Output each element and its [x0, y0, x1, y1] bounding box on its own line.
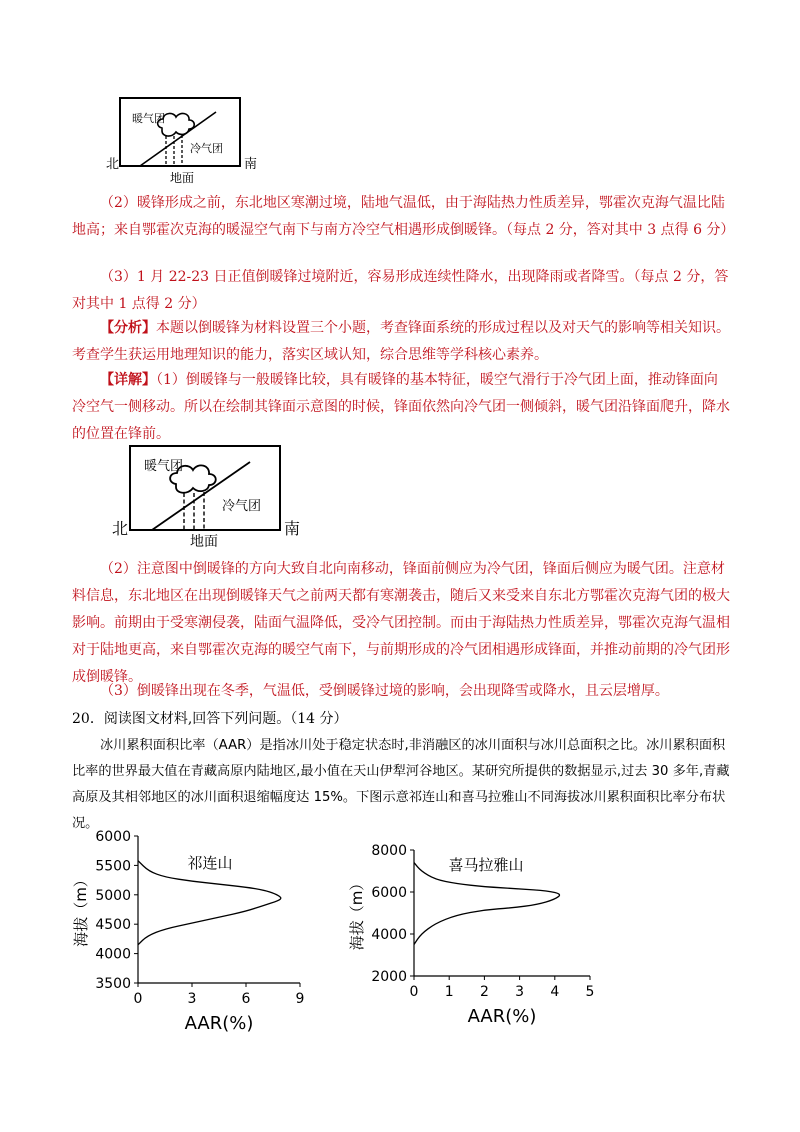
- y-tick-label: 4500: [95, 917, 131, 934]
- x-tick-label: 0: [409, 984, 419, 1000]
- y-tick-label: 6000: [371, 885, 407, 901]
- x-axis-label: AAR(%): [467, 1006, 537, 1027]
- x-tick-label: 4: [550, 984, 560, 1000]
- y-tick-label: 4000: [371, 927, 407, 943]
- question-20-title: 20．阅读图文材料,回答下列问题。（14 分）: [72, 711, 348, 727]
- analysis-tag: 【分析】: [100, 320, 156, 336]
- ground-label: 地面: [190, 534, 218, 548]
- y-axis-label: 海拔（m）: [348, 875, 366, 951]
- y-tick-label: 3500: [95, 976, 131, 992]
- front-diagram-2: [110, 440, 310, 548]
- detail-paragraph-1: [72, 367, 730, 448]
- aar-curve: [138, 861, 281, 945]
- y-tick-label: 8000: [371, 843, 407, 859]
- front-diagram-1: [104, 92, 274, 184]
- x-axis-label: AAR(%): [184, 1013, 254, 1034]
- cold-air-label: 冷气团: [190, 142, 223, 155]
- x-tick-label: 2: [479, 984, 489, 1000]
- warm-air-label: 暖气团: [132, 112, 165, 125]
- question-20-body: 冰川累积面积比率（AAR）是指冰川处于稳定状态时,非消融区的冰川面积与冰川总面积之比。冰川累积面积比率的世界最大值在青藏高原内陆地区,最小值在天山伊犁河谷地区。某研究所提供的数据显示,过去 30 多年,青藏高原及其相邻地区的冰川面积退缩幅度达 15%。下图示意祁连山和喜马拉雅山不同海拔冰川累积面积比率分布状况。: [72, 738, 730, 831]
- detail-paragraph-2: （2）注意图中倒暖锋的方向大致自北向南移动，锋面前侧应为冷气团，锋面后侧应为暖气团。注意材料信息，东北地区在出现倒暖锋天气之前两天都有寒潮袭击，随后又来受来自东北方鄂霍次克海气团的极大影响。前期由于受寒潮侵袭，陆面气温降低，受冷气团控制。而由于海陆热力性质差异，鄂霍次克海气温相对于陆地更高，来自鄂霍次克海的暖空气南下，与前期形成的冷气团相遇形成锋面，并推动前期的冷气团形成倒暖锋。: [72, 561, 730, 685]
- answer-part-2: （2）暖锋形成之前，东北地区寒潮过境，陆地气温低，由于海陆热力性质差异，鄂霍次克海气温比陆地高；来自鄂霍次克海的暖湿空气南下与南方冷空气相遇形成倒暖锋。（每点 2 分，答对其中 3 点得 6 分）: [72, 195, 735, 238]
- y-tick-label: 4000: [95, 946, 131, 963]
- y-tick-label: 6000: [95, 829, 131, 845]
- y-tick-label: 5500: [95, 858, 131, 875]
- detail-text-1: （1）倒暖锋与一般暖锋比较，具有暖锋的基本特征，暖空气滑行于冷气团上面，推动锋面向冷空气一侧移动。所以在绘制其锋面示意图的时候，锋面依然向冷气团一侧倾斜，暖气团沿锋面爬升，降水的位置在锋前。: [72, 372, 730, 442]
- chart-himalaya: [330, 836, 620, 1040]
- answer-part-3: （3）1 月 22-23 日正值倒暖锋过境附近，容易形成连续性降水，出现降雨或者降雪。（每点 2 分，答对其中 1 点得 2 分）: [72, 269, 729, 312]
- warm-air-label: 暖气团: [144, 459, 184, 474]
- analysis-text: 本题以倒暖锋为材料设置三个小题，考查锋面系统的形成过程以及对天气的影响等相关知识。考查学生获运用地理知识的能力，落实区域认知，综合思维等学科核心素养。: [72, 320, 730, 363]
- x-tick-label: 3: [515, 984, 525, 1000]
- x-tick-label: 5: [585, 984, 595, 1000]
- y-tick-label: 5000: [95, 887, 131, 904]
- detail-paragraph-3: （3）倒暖锋出现在冬季，气温低，受倒暖锋过境的影响，会出现降雪或降水，且云层增厚。: [100, 683, 669, 699]
- y-axis-label: 海拔（m）: [72, 872, 90, 947]
- chart-title: 喜马拉雅山: [448, 856, 524, 874]
- chart-qilian: [60, 822, 340, 1040]
- cold-air-label: 冷气团: [222, 499, 262, 514]
- x-tick-label: 3: [187, 991, 197, 1007]
- x-tick-label: 1: [444, 984, 454, 1000]
- ground-label: 地面: [170, 171, 195, 184]
- x-tick-label: 6: [241, 991, 251, 1007]
- x-tick-label: 0: [133, 991, 143, 1007]
- chart-title: 祁连山: [187, 854, 233, 872]
- south-label: 南: [244, 157, 258, 172]
- analysis-paragraph: [72, 315, 730, 369]
- north-label: 北: [106, 157, 120, 172]
- x-tick-label: 9: [295, 991, 305, 1007]
- north-label: 北: [112, 519, 129, 538]
- aar-curve: [414, 863, 559, 945]
- detail-tag: 【详解】: [100, 372, 156, 388]
- y-tick-label: 2000: [371, 969, 407, 985]
- south-label: 南: [284, 519, 301, 538]
